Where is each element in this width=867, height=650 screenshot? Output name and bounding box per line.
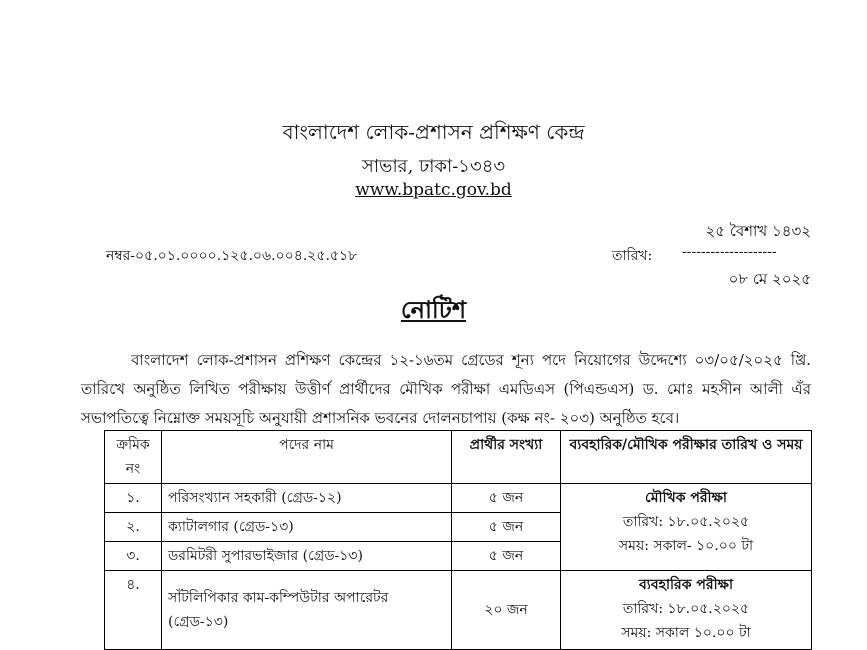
header-candidate-count: প্রার্থীর সংখ্যা: [452, 431, 561, 484]
exam-type-label: মৌখিক পরীক্ষা: [645, 490, 727, 506]
exam-time: সময়: সকাল- ১০.০০ টা: [618, 538, 754, 554]
row-candidate-count: ২০ জন: [452, 571, 561, 650]
row-serial: ৩.: [105, 542, 162, 571]
exam-date: তারিখ: ১৮.০৫.২০২৫: [622, 601, 750, 617]
row-candidate-count: ৫ জন: [452, 542, 561, 571]
date-label: তারিখ:: [612, 248, 653, 264]
exam-schedule-cell: [561, 484, 812, 571]
row-post-name: পরিসংখ্যান সহকারী (গ্রেড-১২): [162, 484, 452, 513]
table-row: [105, 571, 812, 650]
header-exam-datetime: ব্যবহারিক/মৌখিক পরীক্ষার তারিখ ও সময়: [561, 431, 812, 484]
exam-schedule-cell: [561, 571, 812, 650]
exam-type-label: ব্যবহারিক পরীক্ষা: [638, 577, 734, 593]
organization-name: বাংলাদেশ লোক-প্রশাসন প্রশিক্ষণ কেন্দ্র: [282, 120, 585, 144]
organization-address: সাভার, ঢাকা-১৩৪৩: [361, 156, 506, 177]
notice-body: বাংলাদেশ লোক-প্রশাসন প্রশিক্ষণ কেন্দ্রের ১২-১৬তম গ্রেডের শূন্য পদে নিয়োগের উদ্দেশ্যে ০৩/০৫/২০২৫ খ্রি. তারিখে অনুষ্ঠিত লিখিত পরীক্ষায় উত্তীর্ণ প্রার্থীদের মৌখিক পরীক্ষা এমডিএস (পিএন্ডএস) ড. মোঃ মহসীন আলী এঁর সভাপতিত্বে নিম্নোক্ত সময়সূচি অনুযায়ী প্রশাসনিক ভবনের দোলনচাপায় (কক্ষ নং- ২০৩) অনুষ্ঠিত হবে।: [81, 351, 811, 427]
header-post-name: পদের নাম: [162, 431, 452, 484]
row-candidate-count: ৫ জন: [452, 513, 561, 542]
header-serial: ক্রমিক নং: [105, 431, 162, 484]
date-gregorian: ০৮ মে ২০২৫: [728, 270, 811, 288]
organization-website-link[interactable]: www.bpatc.gov.bd: [355, 180, 512, 200]
table-row: [105, 484, 812, 513]
date-separator-line: --------------------: [682, 244, 777, 260]
row-serial: ২.: [105, 513, 162, 542]
memo-number: নম্বর-০৫.০১.০০০০.১২৫.০৬.০০৪.২৫.৫১৮: [106, 248, 358, 264]
row-post-name: ডরমিটরী সুপারভাইজার (গ্রেড-১৩): [162, 542, 452, 571]
row-post-name: সাঁটলিপিকার কাম-কম্পিউটার অপারেটর (গ্রেড-১৩): [162, 571, 452, 650]
exam-date: তারিখ: ১৮.০৫.২০২৫: [622, 514, 750, 530]
table-header-row: [105, 431, 812, 484]
row-serial: ৪.: [105, 571, 162, 650]
row-post-name: ক্যাটালগার (গ্রেড-১৩): [162, 513, 452, 542]
row-serial: ১.: [105, 484, 162, 513]
exam-time: সময়: সকাল ১০.০০ টা: [621, 625, 751, 641]
date-bangla-calendar: ২৫ বৈশাখ ১৪৩২: [705, 222, 811, 240]
interview-schedule-table: [104, 430, 812, 650]
notice-title: নোটিশ: [400, 295, 467, 324]
row-candidate-count: ৫ জন: [452, 484, 561, 513]
